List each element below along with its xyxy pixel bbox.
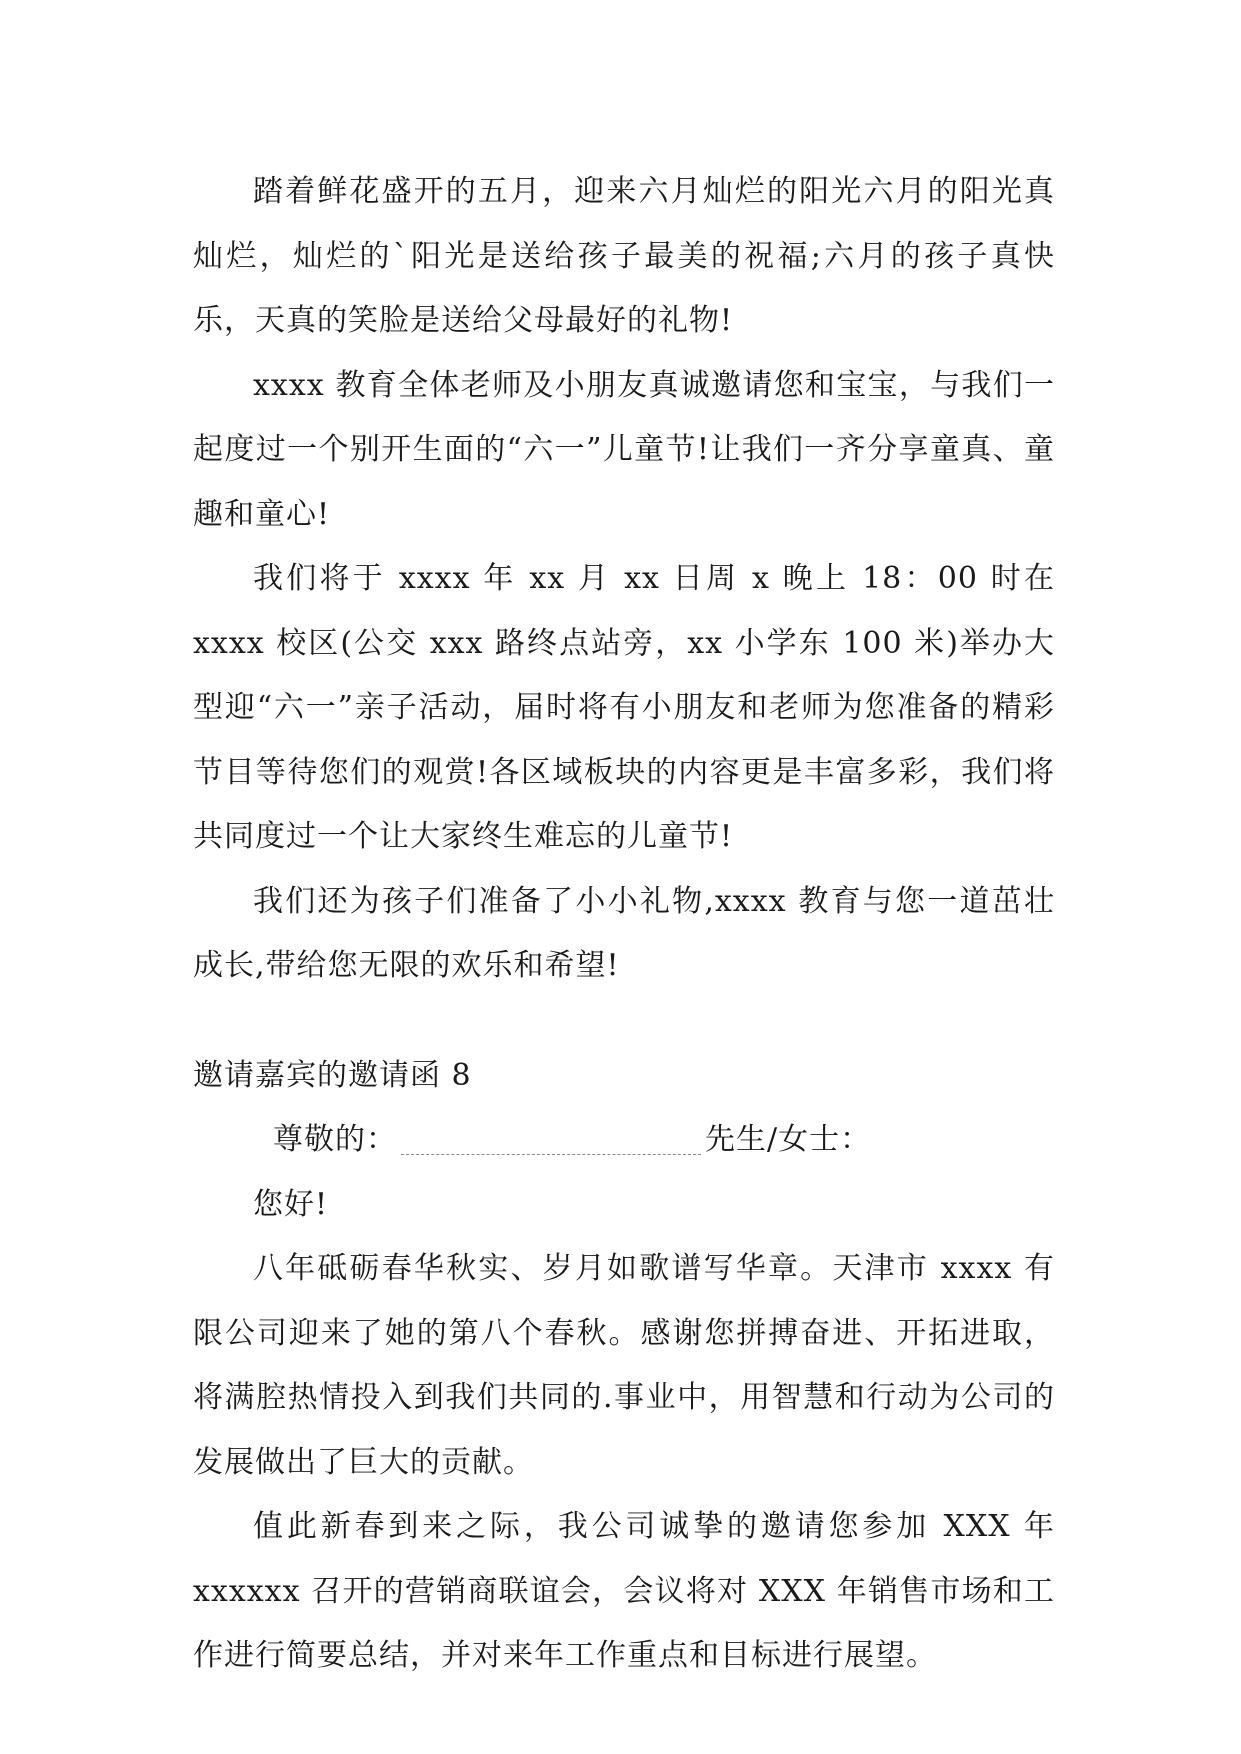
paragraph-may-sunshine: 踏着鲜花盛开的五月，迎来六月灿烂的阳光六月的阳光真灿烂，灿烂的`阳光是送给孩子最美的祝福;六月的孩子真快乐，天真的笑脸是送给父母最好的礼物!: [193, 174, 1055, 338]
paragraph-invitation-childrens-day: xxxx 教育全体老师及小朋友真诚邀请您和宝宝，与我们一起度过一个别开生面的“六一”儿童节!让我们一齐分享童真、童趣和童心!: [193, 367, 1055, 532]
name-blank-line[interactable]: [401, 1124, 701, 1155]
salutation-prefix: 尊敬的：: [273, 1122, 397, 1157]
salutation-suffix: 先生/女士：: [705, 1122, 872, 1157]
paragraph-gifts: 我们还为孩子们准备了小小礼物,xxxx 教育与您一道茁壮成长,带给您无限的欢乐和希望!: [193, 883, 1055, 983]
paragraph-meeting-invitation: 值此新春到来之际，我公司诚挚的邀请您参加 XXX 年 xxxxxx 召开的营销商联谊会，会议将对 XXX 年销售市场和工作进行简要总结，并对来年工作重点和目标进行展望。: [193, 1509, 1055, 1673]
salutation-line: [193, 1108, 1055, 1173]
paragraph-event-details: 我们将于 xxxx 年 xx 月 xx 日周 x 晚上 18：00 时在 xxxx 校区(公交 xxx 路终点站旁，xx 小学东 100 米)举办大型迎“六一”亲子活动，届时将有小朋友和老师为您准备的精彩节目等待您们的观赏!各区域板块的内容更是丰富多彩，我们将共同度过一个让大家终生难忘的儿童节!: [193, 561, 1055, 854]
greeting: 您好!: [253, 1186, 329, 1222]
section-title: 邀请嘉宾的邀请函 8: [193, 1057, 472, 1093]
document-page: [193, 160, 1055, 1689]
paragraph-company-anniversary: 八年砥砺春华秋实、岁月如歌谱写华章。天津市 xxxx 有限公司迎来了她的第八个春秋。感谢您拼搏奋进、开拓进取，将满腔热情投入到我们共同的.事业中，用智慧和行动为公司的发展做出了巨大的贡献。: [193, 1251, 1055, 1480]
